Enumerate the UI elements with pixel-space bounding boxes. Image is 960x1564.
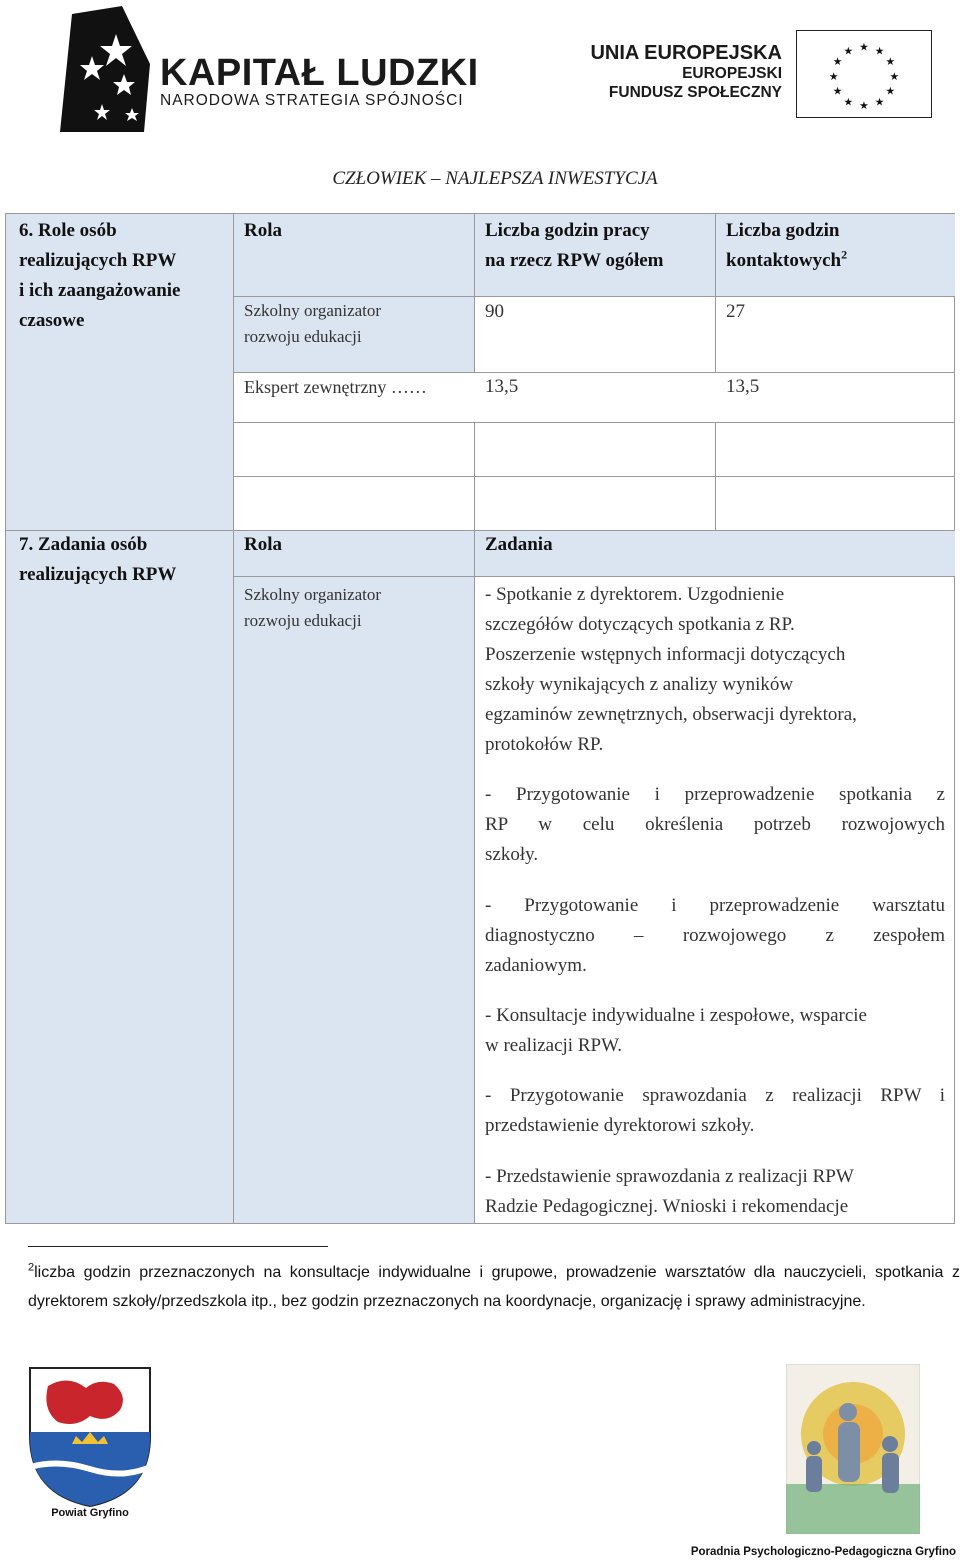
task-line: - Przygotowanie sprawozdania z realizacji RPW i [485, 1085, 945, 1106]
task-line: - Przedstawienie sprawozdania z realizacji RPW [485, 1166, 854, 1187]
section7-role-cell [233, 576, 474, 1223]
col-contact-header [726, 216, 847, 276]
title-line: i ich zaangażowanie [19, 280, 181, 301]
footnote-text: liczba godzin przeznaczonych na konsultacje indywidualne i grupowe, prowadzenie warsztatów dla nauczycieli, spotkania z dyrektorem szkoły/przedszkola itp., bez godzin przeznaczonych na koordynacje, organizację i sprawy administracyjne. [28, 1264, 960, 1310]
row2-hours: 13,5 [485, 376, 519, 397]
kapital-ludzki-title: KAPITAŁ LUDZKI [160, 52, 479, 94]
section7-title-cell [6, 530, 233, 1223]
row1-role [244, 298, 381, 350]
header-line [726, 246, 847, 276]
crest-label: Powiat Gryfino [51, 1507, 129, 1519]
task-1 [485, 580, 945, 760]
title-line: realizujących RPW [19, 250, 177, 271]
task-line: protokołów RP. [485, 734, 604, 755]
svg-text:★: ★ [859, 99, 869, 113]
grid-line [715, 214, 716, 372]
task-line: zadaniowym. [485, 955, 587, 976]
ue-line-3: FUNDUSZ SPOŁECZNY [608, 84, 782, 101]
title-line: czasowe [19, 310, 85, 331]
section7-title [19, 530, 176, 590]
row1-contact: 27 [726, 301, 745, 322]
section7-role [244, 582, 381, 634]
svg-text:★: ★ [885, 55, 896, 69]
task-line: szkoły wynikających z analizy wyników [485, 674, 794, 695]
svg-text:★: ★ [843, 44, 854, 58]
task-line: - Przygotowanie i przeprowadzenie spotkania z [485, 784, 945, 805]
row2-role: Ekspert zewnętrzny …… [244, 377, 427, 397]
task-line: egzaminów zewnętrznych, obserwacji dyrektora, [485, 704, 857, 725]
task-line: Radzie Pedagogicznej. Wnioski i rekomendacje [485, 1196, 849, 1217]
task-line: RP w celu określenia potrzeb rozwojowych [485, 814, 945, 835]
header-line: na rzecz RPW ogółem [485, 250, 664, 271]
rpw-table [5, 213, 955, 1224]
grid-line [233, 296, 955, 297]
footnote-separator [28, 1246, 328, 1247]
task-line: - Spotkanie z dyrektorem. Uzgodnienie [485, 584, 785, 605]
kapital-ludzki-stars-logo [52, 4, 152, 134]
svg-text:★: ★ [859, 40, 869, 54]
powiat-gryfino-crest [28, 1366, 152, 1526]
task-line: Poszerzenie wstępnych informacji dotyczących [485, 644, 846, 665]
motto: CZŁOWIEK – NAJLEPSZA INWESTYCJA [332, 168, 658, 189]
task-5 [485, 1081, 945, 1141]
role-line: rozwoju edukacji [244, 611, 362, 630]
col-hours-header [485, 216, 664, 276]
task-2 [485, 780, 945, 870]
svg-text:★: ★ [889, 69, 900, 83]
row2-contact: 13,5 [726, 376, 760, 397]
ue-line-2: EUROPEJSKI [682, 65, 782, 82]
ue-line-1: UNIA EUROPEJSKA [590, 42, 782, 64]
svg-text:★: ★ [828, 69, 839, 83]
footnote-marker: 2 [28, 1261, 35, 1274]
task-line: przedstawienie dyrektorowi szkoły. [485, 1115, 755, 1136]
svg-text:★: ★ [874, 95, 885, 109]
task-6 [485, 1162, 945, 1222]
col-rola-header-7: Rola [244, 534, 282, 555]
role-line: Szkolny organizator [244, 585, 382, 604]
section7-header-row [233, 530, 955, 576]
col-rola-header: Rola [244, 220, 282, 241]
header-line: Liczba godzin pracy [485, 220, 650, 241]
grid-line [233, 576, 955, 577]
col-zadania-header: Zadania [485, 534, 553, 555]
task-line: szczegółów dotyczących spotkania z RP. [485, 614, 795, 635]
title-line: realizujących RPW [19, 564, 177, 585]
grid-line [233, 422, 955, 423]
grid-line [474, 214, 475, 372]
eu-flag-icon [796, 30, 932, 118]
task-4 [485, 1001, 945, 1061]
section6-title [19, 216, 181, 336]
task-3 [485, 891, 945, 981]
title-line: 7. Zadania osób [19, 534, 148, 555]
grid-line [233, 214, 234, 1223]
svg-text:★: ★ [874, 44, 885, 58]
task-line: diagnostyczno – rozwojowego z zespołem [485, 925, 945, 946]
svg-text:★: ★ [843, 95, 854, 109]
kapital-ludzki-subtitle: NARODOWA STRATEGIA SPÓJNOŚCI [160, 92, 464, 109]
footnote-ref: 2 [841, 247, 848, 262]
eu-fund-label [590, 42, 782, 102]
task-line: - Przygotowanie i przeprowadzenie warsztatu [485, 895, 945, 916]
svg-text:★: ★ [832, 55, 843, 69]
title-line: 6. Role osób [19, 220, 117, 241]
grid-line [233, 476, 955, 477]
header-line: Liczba godzin [726, 220, 840, 241]
role-line: Szkolny organizator [244, 301, 382, 320]
task-line: - Konsultacje indywidualne i zespołowe, wsparcie [485, 1005, 867, 1026]
svg-text:★: ★ [832, 84, 843, 98]
row1-hours: 90 [485, 301, 504, 322]
footnote [28, 1258, 960, 1316]
svg-text:★: ★ [885, 84, 896, 98]
grid-line [474, 422, 475, 1223]
role-line: rozwoju edukacji [244, 327, 362, 346]
header-line-text: kontaktowych [726, 250, 842, 271]
poradnia-logo [786, 1364, 920, 1534]
poradnia-label: Poradnia Psychologiczno-Pedagogiczna Gryfino [690, 1546, 956, 1558]
task-line: szkoły. [485, 844, 539, 865]
task-line: w realizacji RPW. [485, 1035, 623, 1056]
